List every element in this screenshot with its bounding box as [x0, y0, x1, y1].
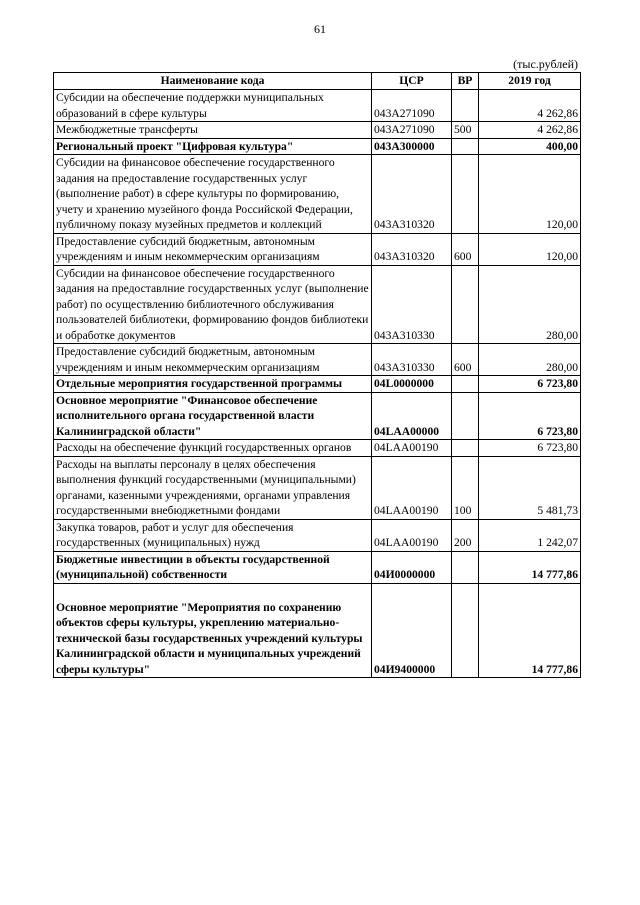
- page-number: 61: [314, 22, 326, 36]
- row-vr-cell: [452, 138, 479, 155]
- row-vr-cell: [452, 583, 479, 678]
- row-sum-cell: 14 777,86: [479, 583, 581, 678]
- row-csr-cell: 043A310330: [372, 344, 452, 376]
- table-header-row: [54, 73, 581, 90]
- row-name-cell: Субсидии на финансовое обеспечение государственного задания на предоставление государственных услуг (выполнение работ) в сфере культуры по формированию, учету и хранению музейного фонда Российской Федерации, публичному показу музейных предметов и коллекций: [54, 155, 372, 234]
- row-csr-cell: 043A310330: [372, 265, 452, 344]
- table-row: [54, 376, 581, 393]
- row-csr-cell: 04L0000000: [372, 376, 452, 393]
- row-vr-cell: 500: [452, 122, 479, 139]
- row-vr-cell: 200: [452, 519, 479, 551]
- row-csr-cell: 04И9400000: [372, 583, 452, 678]
- row-csr-cell: 043A310320: [372, 155, 452, 234]
- row-csr-cell: 043A271090: [372, 122, 452, 139]
- row-sum-cell: 1 242,07: [479, 519, 581, 551]
- row-name-cell: Бюджетные инвестиции в объекты государственной (муниципальной) собственности: [54, 551, 372, 583]
- row-sum-cell: 120,00: [479, 155, 581, 234]
- row-name-cell: Субсидии на обеспечение поддержки муниципальных образований в сфере культуры: [54, 90, 372, 122]
- header-name: Наименование кода: [54, 73, 372, 90]
- row-name-cell: Расходы на выплаты персоналу в целях обеспечения выполнения функций государственными (муниципальными) органами, казенными учреждениями, органами управления государственными внебюджетными фондами: [54, 456, 372, 519]
- table-row: [54, 519, 581, 551]
- row-vr-cell: [452, 376, 479, 393]
- row-name-cell: Отдельные мероприятия государственной программы: [54, 376, 372, 393]
- row-sum-cell: 6 723,80: [479, 440, 581, 457]
- row-vr-cell: 600: [452, 344, 479, 376]
- table-row: [54, 155, 581, 234]
- header-sum: 2019 год: [479, 73, 581, 90]
- row-name-cell: Предоставление субсидий бюджетным, автономным учреждениям и иным некоммерческим организациям: [54, 344, 372, 376]
- row-name-cell: Предоставление субсидий бюджетным, автономным учреждениям и иным некоммерческим организациям: [54, 233, 372, 265]
- row-vr-cell: [452, 551, 479, 583]
- row-name-cell: Расходы на обеспечение функций государственных органов: [54, 440, 372, 457]
- table-row: [54, 392, 581, 440]
- table-body: [54, 90, 581, 678]
- row-sum-cell: 14 777,86: [479, 551, 581, 583]
- row-csr-cell: 043A271090: [372, 90, 452, 122]
- row-vr-cell: [452, 392, 479, 440]
- table-row: [54, 233, 581, 265]
- row-sum-cell: 5 481,73: [479, 456, 581, 519]
- header-csr: ЦСР: [372, 73, 452, 90]
- row-vr-cell: [452, 155, 479, 234]
- row-vr-cell: [452, 90, 479, 122]
- header-vr: ВР: [452, 73, 479, 90]
- row-name-cell: Закупка товаров, работ и услуг для обеспечения государственных (муниципальных) нужд: [54, 519, 372, 551]
- table-row: [54, 440, 581, 457]
- row-sum-cell: 4 262,86: [479, 122, 581, 139]
- row-csr-cell: 04И0000000: [372, 551, 452, 583]
- row-sum-cell: 120,00: [479, 233, 581, 265]
- unit-note: (тыс.рублей): [513, 57, 578, 71]
- row-csr-cell: 043A300000: [372, 138, 452, 155]
- row-name-cell: [54, 583, 372, 678]
- row-sum-cell: 280,00: [479, 344, 581, 376]
- table-row: [54, 90, 581, 122]
- row-name-cell: Региональный проект "Цифровая культура": [54, 138, 372, 155]
- budget-table: [53, 72, 581, 678]
- row-sum-cell: 400,00: [479, 138, 581, 155]
- row-csr-cell: 043A310320: [372, 233, 452, 265]
- table-row: [54, 122, 581, 139]
- row-sum-cell: 6 723,80: [479, 392, 581, 440]
- row-sum-cell: 280,00: [479, 265, 581, 344]
- row-csr-cell: 04LAA00000: [372, 392, 452, 440]
- row-vr-cell: [452, 265, 479, 344]
- table-row: [54, 456, 581, 519]
- table-row: [54, 551, 581, 583]
- row-vr-cell: [452, 440, 479, 457]
- row-sum-cell: 6 723,80: [479, 376, 581, 393]
- table-row: [54, 265, 581, 344]
- row-name-cell: Межбюджетные трансферты: [54, 122, 372, 139]
- row-name-cell: Основное мероприятие "Финансовое обеспечение исполнительного органа государственной власти Калининградской области": [54, 392, 372, 440]
- row-csr-cell: 04LAA00190: [372, 440, 452, 457]
- row-name-text: Основное мероприятие "Мероприятия по сохранению объектов сферы культуры, укреплению материально-технической базы государственных учреждений культуры Калининградской области и муниципальных учреждений сферы культуры": [56, 600, 363, 676]
- row-sum-cell: 4 262,86: [479, 90, 581, 122]
- row-vr-cell: 600: [452, 233, 479, 265]
- table-row: [54, 583, 581, 678]
- table-row: [54, 138, 581, 155]
- table-row: [54, 344, 581, 376]
- row-csr-cell: 04LAA00190: [372, 456, 452, 519]
- row-name-cell: Субсидии на финансовое обеспечение государственного задания на предоставлние государственных услуг (выполнение работ) по осуществлению библиотечного обслуживания пользователей библиотеки, формированию фондов библиотеки и обработке документов: [54, 265, 372, 344]
- row-vr-cell: 100: [452, 456, 479, 519]
- row-csr-cell: 04LAA00190: [372, 519, 452, 551]
